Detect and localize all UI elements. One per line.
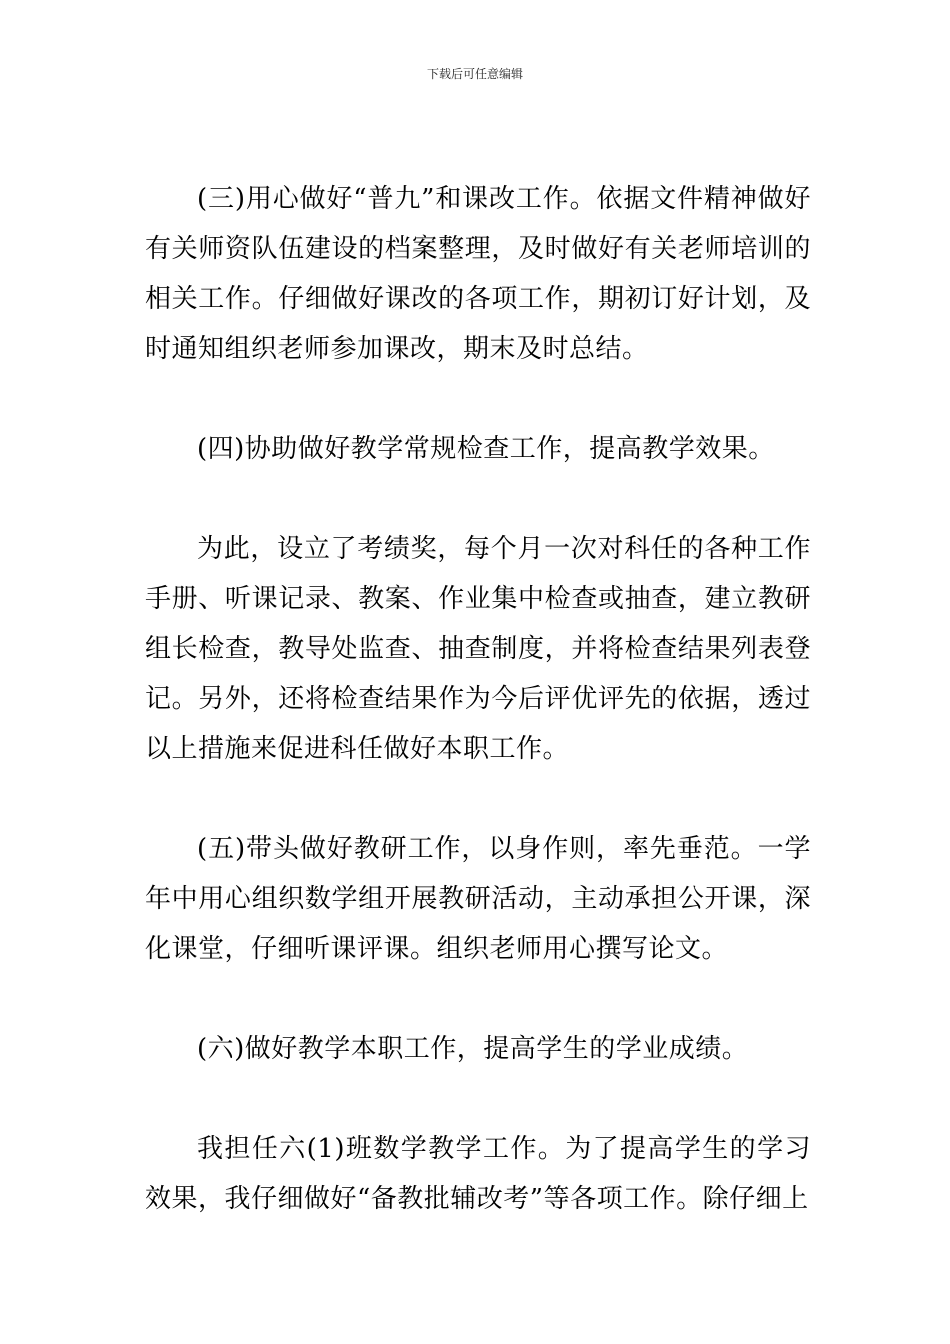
paragraph-routine-inspection: (四)协助做好教学常规检查工作，提高教学效果。 — [197, 434, 775, 464]
paragraph-class-math: 我担任六(1)班数学教学工作。为了提高学生的学习效果，我仔细做好“备教批辅改考”等各项工作。除仔细上 — [145, 1134, 811, 1214]
paragraph-gap — [145, 774, 811, 824]
paragraph-assessment-award: 为此，设立了考绩奖，每个月一次对科任的各种工作手册、听课记录、教案、作业集中检查或抽查，建立教研组长检查，教导处监查、抽查制度，并将检查结果列表登记。另外，还将检查结果作为今后评优评先的依据，透过以上措施来促进科任做好本职工作。 — [145, 534, 811, 764]
paragraph-gap — [145, 974, 811, 1024]
header-note: 下载后可任意编辑 — [426, 67, 523, 81]
paragraph-gap — [145, 1074, 811, 1124]
paragraph-curriculum-reform: (三)用心做好“普九”和课改工作。依据文件精神做好有关师资队伍建设的档案整理，及时做好有关老师培训的相关工作。仔细做好课改的各项工作，期初订好计划，及时通知组织老师参加课改，期末及时总结。 — [145, 184, 811, 364]
paragraph-gap — [145, 374, 811, 424]
paragraph-teaching-research: (五)带头做好教研工作，以身作则，率先垂范。一学年中用心组织数学组开展教研活动，主动承担公开课，深化课堂，仔细听课评课。组织老师用心撰写论文。 — [145, 834, 811, 964]
paragraph-teaching-duties: (六)做好教学本职工作，提高学生的学业成绩。 — [197, 1034, 749, 1064]
document-body — [145, 174, 811, 1224]
paragraph-gap — [145, 474, 811, 524]
